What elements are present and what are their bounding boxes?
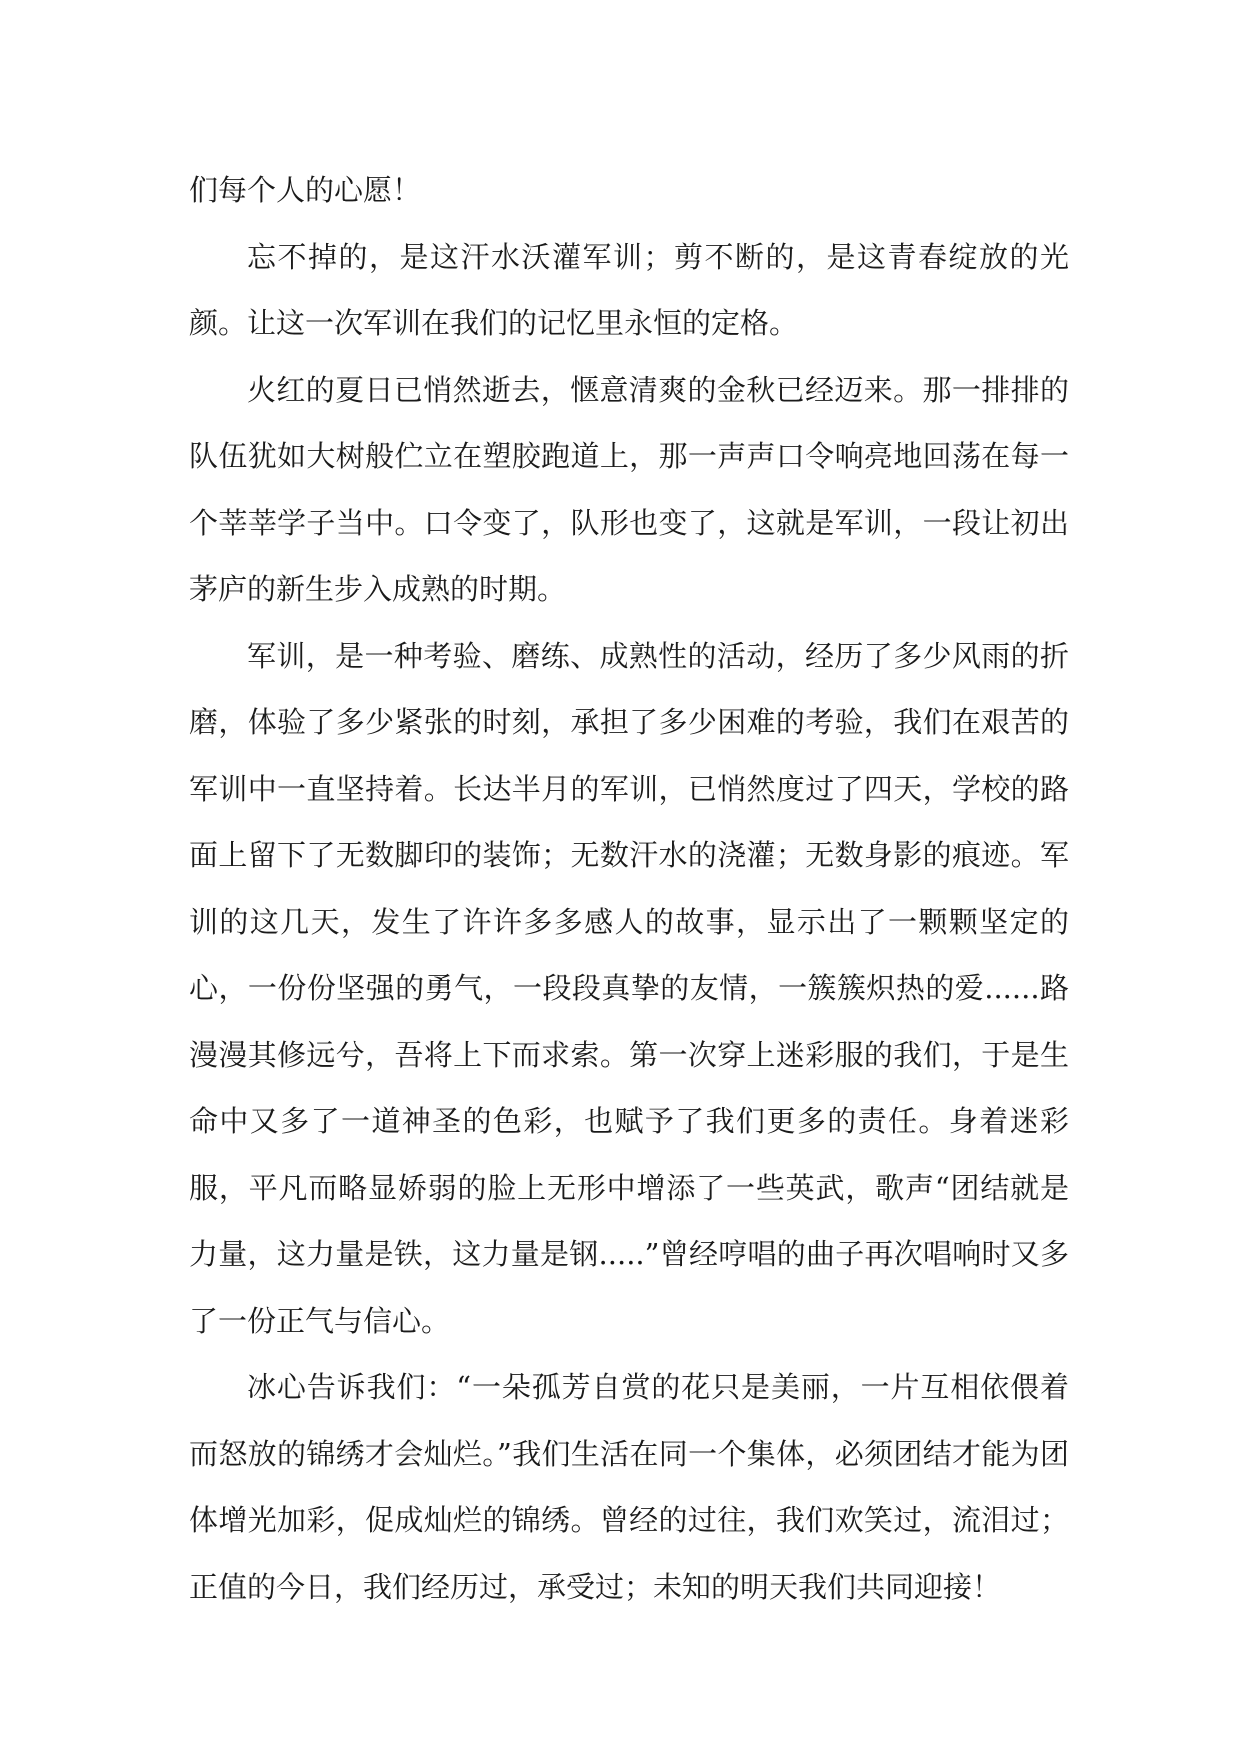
paragraph-5: 冰心告诉我们：“一朵孤芳自赏的花只是美丽，一片互相依偎着而怒放的锦绣才会灿烂。”我们生活在同一个集体，必须团结才能为团体增光加彩，促成灿烂的锦绣。曾经的过往，我们欢笑过，流泪过；正值的今日，我们经历过，承受过；未知的明天我们共同迎接！ xyxy=(189,1370,1069,1604)
paragraph-4: 军训，是一种考验、磨练、成熟性的活动，经历了多少风雨的折磨，体验了多少紧张的时刻，承担了多少困难的考验，我们在艰苦的军训中一直坚持着。长达半月的军训，已悄然度过了四天，学校的路面上留下了无数脚印的装饰；无数汗水的浇灌；无数身影的痕迹。军训的这几天，发生了许许多多感人的故事，显示出了一颗颗坚定的心，一份份坚强的勇气，一段段真挚的友情，一簇簇炽热的爱......路漫漫其修远兮，吾将上下而求索。第一次穿上迷彩服的我们，于是生命中又多了一道神圣的色彩，也赋予了我们更多的责任。身着迷彩服，平凡而略显娇弱的脸上无形中增添了一些英武，歌声“团结就是力量，这力量是铁，这力量是钢.....”曾经哼唱的曲子再次唱响时又多了一份正气与信心。 xyxy=(189,638,1069,1338)
paragraph-3: 火红的夏日已悄然逝去，惬意清爽的金秋已经迈来。那一排排的队伍犹如大树般伫立在塑胶跑道上，那一声声口令响亮地回荡在每一个莘莘学子当中。口令变了，队形也变了，这就是军训，一段让初出茅庐的新生步入成熟的时期。 xyxy=(189,372,1069,606)
paragraph-1: 们每个人的心愿！ xyxy=(189,173,422,207)
paragraph-2: 忘不掉的，是这汗水沃灌军训；剪不断的，是这青春绽放的光颜。让这一次军训在我们的记忆里永恒的定格。 xyxy=(189,239,1069,340)
document-body xyxy=(189,157,1069,1620)
